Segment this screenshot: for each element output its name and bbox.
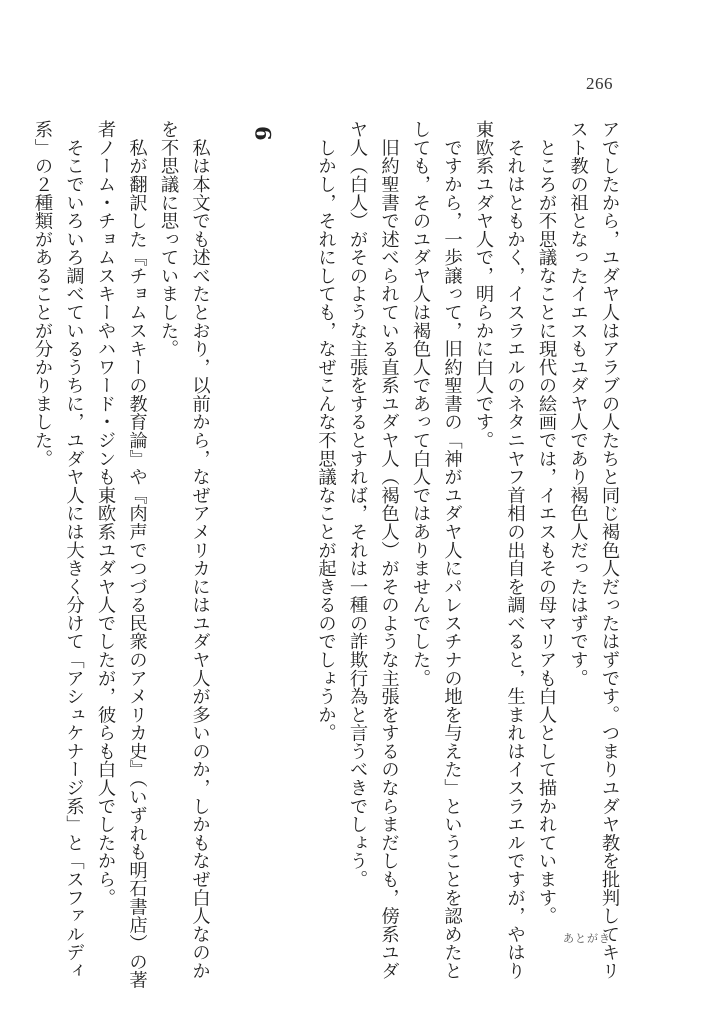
text-line: 東欧系ユダヤ人で，明らかに白人です。 [473,120,494,450]
running-footer: あとがき [563,932,611,945]
text-line: 私が翻訳した『チョムスキーの教育論』や『肉声でつづる民衆のアメリカ史』（いずれも明石書店）の著 [126,120,148,989]
text-line: そこでいろいろ調べているうちに，ユダヤ人には大きく分けて「アシュケナージ系」と「スファルディ [63,120,85,980]
text-line: アでしたから，ユダヤ人はアラブの人たちと同じ褐色人だったはずです。つまりユダヤ教を批判してキリ [599,120,620,980]
section-heading: 6 [250,126,276,141]
text-line: 者ノーム・チョムスキーやハワード・ジンも東欧系ユダヤ人でしたが，彼らも白人でしたから。 [95,120,116,907]
text-line: しても，そのユダヤ人は褐色人であって白人ではありませんでした。 [410,120,431,687]
text-line: 私は本文でも述べたとおり，以前から，なぜアメリカにはユダヤ人が多いのか，しかもなぜ白人なのか [189,120,211,980]
text-line: しかし，それにしても，なぜこんな不思議なことが起きるのでしょうか。 [315,120,337,742]
blank-line [216,120,248,900]
text-line: スト教の祖となったイエスもユダヤ人であり褐色人だったはずです。 [567,120,589,687]
text-line: ところが不思議なことに現代の絵画では，イエスもその母マリアも白人として描かれています。 [536,120,557,925]
text-line: ヤ人（白人）がそのような主張をするとすれば，それは一種の詐欺行為と言うべきでしょう。 [347,120,368,889]
blank-line [279,120,311,900]
text-line: それはともかく，イスラエルのネタニヤフ首相の出自を調べると，生まれはイスラエルですが，やはり [504,120,526,980]
text-line: ですから，一歩譲って，旧約聖書の「神がユダヤ人にパレスチナの地を与えた」ということを認めたと [441,120,463,980]
text-line: を不思議に思っていました。 [158,120,179,358]
text-line: 系」の２種類があることが分かりました。 [32,120,53,468]
text-line: 旧約聖書で述べられている直系ユダヤ人（褐色人）がそのような主張をするのならまだしも，傍系ユダ [378,120,400,980]
page-number: 266 [586,74,613,93]
